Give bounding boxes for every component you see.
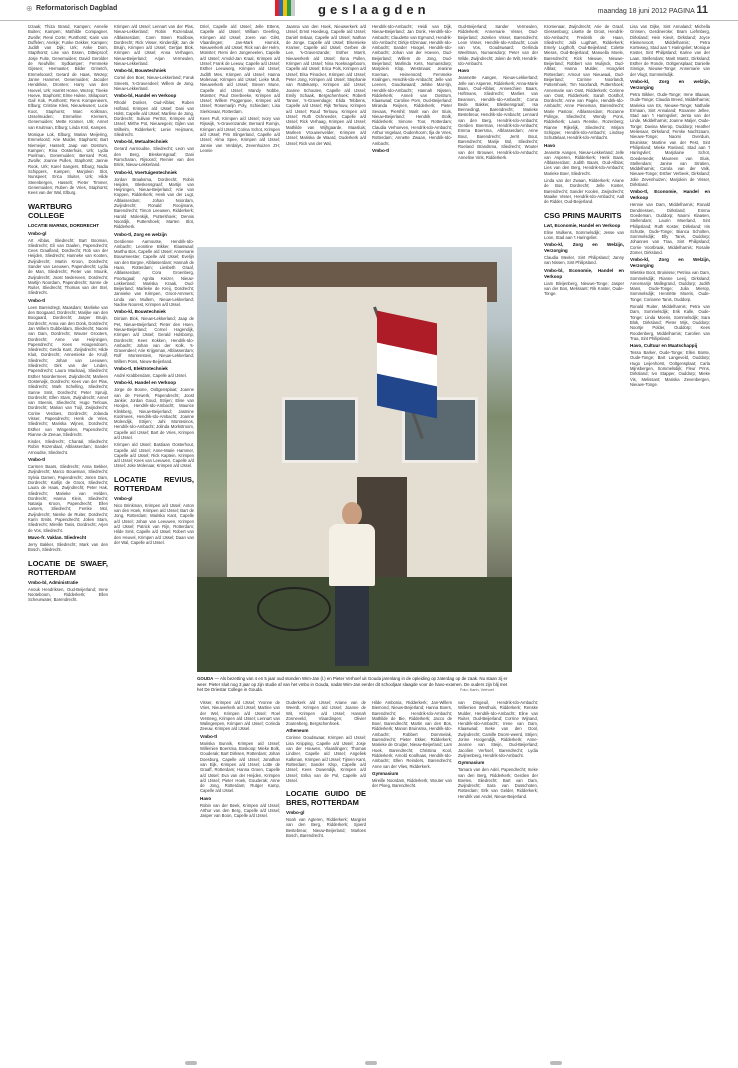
section-subheading: Havo, Cultuur en Maatschappij <box>630 343 698 349</box>
name-list: Jerry Bakker, Sliedrecht; Mark van den Bosch, Sliedrecht. <box>28 541 108 553</box>
name-list: Liam Bleijenberg, Nieuwe-Tonge; Jasper van der Bos, Melissant; Rik Koster, Oude-Tonge. <box>544 280 624 297</box>
name-list: Mariska Bunnik, Krimpen a/d IJssel; Willemien Boersma, Boskoop; Mieke Bolk, Gouderak; Bart Dirksen, Rotterdam; Johan Doesburg, Capelle a/d IJssel; Jonathan van Eijk, Krimpen a/d IJssel; Lotte de Graaff, Rotterdam; Hanna Groen, Capelle a/d IJssel; Eva van der Heijden, Krimpen a/d IJssel; Pieter Hoek, Gouderak; Anne de Jong, Rotterdam; Rutger Kamp, Capelle a/d IJssel. <box>200 740 280 794</box>
name-list: Linda van der Zwaan, Ridderkerk; Ariane de Bos, Dordrecht; Jelle Koster, Barendrecht; Sander Koolen, Zwijndrecht; Maaike Visser, Hendrik-Ido-Ambacht; Aalt de Ridder, Oud-Beijerland. <box>544 178 624 205</box>
section-subheading: Vmbo-tl, Zorg en welzijn <box>114 231 167 237</box>
name-list: Corinne Goudswaar, Krimpen a/d IJssel; Lisa Knipping, Capelle a/d IJssel; Josje van der Houwen, Vlaardingen; Thomas Lindner, Capelle a/d IJssel; Angeliek Kalkman, Krimpen a/d IJssel; Tijmen Kant, Rotterdam; Sander Klop, Capelle a/d IJssel; Kees Ouwendijk, Krimpen a/d IJssel; Erika van de Pol, Capelle a/d IJssel. <box>286 735 366 783</box>
name-list: Mireille Noordam, Ridderkerk; Wouter van der Ploeg, Barendrecht. <box>372 777 452 789</box>
name-list: Kromenaar, Zwijndrecht; Arie de Graaf, Giessenburg; Lisette de Groot, Hendrik-Ido-Ambacht; Frederik de Haan, Sliedrecht; Jobi Lugthart, Ridderkerk; Emely Lugthoft, Oud-Beijerland; Colette Mieras, Oud-Beijerland; Manuella Moele, Barendrecht; Rick Nieuwe, Nieuwe-Beijerland; Robbert van Mulijnck, Oud-Alblas; Hanna Mulder, Hoogvliet Rotterdam; Arnout van Nieuwaal, Oud-Beijerland; Corinne Noorlandt, Puttershoek; Tim Noorlandt, Puttershoek; Annemarie van Oost, Ridderkerk; Corinne van Oost, Ridderkerk; Sarah Oosthof, Dordrecht; Anne van Pagée, Hendrik-Ido-Ambacht; Anne Pieneman, Barendrecht; Marie Pastoor, Alblasserdam; Rozanne Polinge, Sliedrecht; Wendy Pons, Ridderkerk; Laura Renske, Rozenberg; Rianne Rijkelijk, Sliedrecht; Mirjam Schipper, Hendrik-Ido-Ambacht; Lindsey Schuttelaar, Hendrik-Ido-Ambacht. <box>544 24 624 141</box>
section-subheading: Vmbo-kl, Handel en Verkoop <box>114 380 177 386</box>
page-date-number <box>598 4 708 16</box>
registration-tab <box>185 1061 197 1065</box>
section-title: geslaagden <box>318 2 430 17</box>
photo-window <box>282 397 358 463</box>
text-column-lower <box>372 700 452 1050</box>
section-subheading: Mavo-fr. Vaklan. Sliedrecht <box>28 534 87 540</box>
name-list: Rhodé Donker, Oud-Alblas; Ruben Hofland, Krimpen a/d IJssel; Dani van Holst, Capelle a/d IJssel; Marlène de Jong, Dordrecht; Sulivan Pertrot, Krimpen a/d IJssel; Mirthe Pot, Nieuwegein; Gijlen van Wilhelm, Ridderkerk; Lenie Heijmans, Sliedrecht. <box>114 100 194 138</box>
text-column <box>200 24 280 242</box>
name-list: Robin van der Beek, Krimpen a/d IJssel; Arthur van den Berg, Capelle a/d IJssel; Jasper van Boon, Capelle a/d IJssel. <box>200 802 280 819</box>
text-column-lower <box>200 700 280 1050</box>
section-subheading: Vmbo-tl, Elektrotechniek <box>114 366 168 372</box>
name-list: Krimpen a/d IJssel; Lennart van der Plas, Nieuw-Lekkerland; Robin Rozendaal, Alblasserdam; Coen Steen Rodibow, Dordrecht; Rick Visser, Kinderdijk; Jan de Bruijn, Krimpen a/d IJssel; Gertjan Blok, Krimpen a/d IJssel; Anna Verhagen, Nieuw-Beijerland; Arjan Vermeulen, Nieuw-Lekkerland. <box>114 24 194 67</box>
school-heading: LOCATIE REVIUS, ROTTERDAM <box>114 474 194 493</box>
name-list: Tamara van den Adel, Papendrecht; Ineke van den Berg, Ridderkerk; Gerdien der Boeten, Sliedrecht; Bart van Dam, Zwijndrecht; Sara van Dusschoten, Rotterdam; Erik van Gelder, Ridderkerk; Hendrik van Andel, Nieuw-Beijerland. <box>458 767 538 799</box>
section-subheading: Vmbo-kl, Voertuigentechniek <box>114 169 177 175</box>
registration-tab <box>550 1061 562 1065</box>
text-column <box>630 24 710 1044</box>
name-list: Noah van Agteren, Ridderkerk; Margriet van den Berg, Ridderkerk; Sjoerd Bestebreur, Nieuw-Beijerland; Marloes Bosch, Barendrecht. <box>286 817 366 839</box>
page-footer <box>0 1056 738 1068</box>
name-list: Tessa Barker, Oude-Tonge; Ellen Bonte, Oude-Tonge; Bart Langeveld, Ouddorp; Hugo Leijenhorst, Ooltgensplaat; Carla Mijnsbergen, Sommelsdijk; Fleur Prins, Dirksland; Ivo Stapper, Ouddorp; Mieke Vis, Melissant; Mariska Zevenbergen, Nieuwe-Tonge. <box>630 350 710 387</box>
name-list: Kees Pull, Krimpen a/d IJssel; Ivory van Rijswijk, 's-Gravenzande; Bernard Romijn, Krimpen a/d IJssel; Corina Schot, Krimpen a/d IJssel; Pim Slingerland, Capelle a/d IJssel; Alma Spee, Krimpen a/d IJssel; Jannie van Verdalys, Zevenhuizen ZH; Leonie <box>200 116 280 153</box>
registration-tab <box>365 1061 377 1065</box>
section-subheading: Vmbo-tl <box>28 457 46 463</box>
person-legs <box>335 586 369 666</box>
name-list: Krimpen a/d IJssel; Bastiaan Oosterhout, Capelle a/d IJssel; Anne-Marie Hammer, Capelle a/d IJssel; Rick Kaptein, Krimpen a/d IJssel; Kees van Leeuwen, Capelle a/d IJssel; Joke Molenaar, Krimpen a/d IJssel. <box>114 442 194 469</box>
name-list: Ronald Ruiter, Middelharnis; Petra van Dam, Sommelsdijk; Erik Kalle, Oude-Tonge; Linda Moeris, Sommelsdijk; Sara Blok, Dirksland; Pieter Mijs, Ouddorp; Noortje Polder, Ouddorp; Kees Roodenberg, Middelharnis; Carolien van Traa, Sint Philipsland. <box>630 304 710 341</box>
text-column <box>286 24 366 242</box>
page-date: maandag 18 juni 2012 PAGINA <box>597 8 695 15</box>
section-subheading: Gymnasium <box>458 760 485 766</box>
text-column-lower <box>286 700 366 1050</box>
section-subheading: Vmbo-bl, Economie, Handel en Verkoop <box>544 267 624 279</box>
name-list: Hendrik-Ido-Ambacht; Heidi van Dijk, Nieuw-Beijerland; Jan Donk, Hendrik-Ido-Ambacht; Claudette van Egmond, Hendrik-Ido-Ambacht; Dirkje Elzenaar, Hendrik-Ido-Ambacht; Sander Hoogel, Hendrik-Ido-Ambacht; Johan van der Hoeven, Oud-Beijerland; Willem de Jong, Oud-Beijerland; Marlinda Kets, Numansdorp; Marjolein Klop, Westmaas; Jeanine Koeman, Heinenoord; Femmeke Kralingen, Hendrik-Ido-Ambacht; Jelle van Leenen, Goudswaard; Jelske Mar-tijn, Hendrik-Ido-Ambacht; Hannah Nijssen, Ridderkerk; Anneli van Oostrum, Klaaswaal; Caroline Pors, Oud-Beijerland; Miranda Reijnen, Ridderkerk; Pieter Sevaas, Piershil; Marit van der Sluis, Nieuw-Beijerland; Hendrik Stolk, Ridderkerk; Simone Toor, Rotterdam; Claudia Verhoeven, Hendrik-Ido-Ambacht; Arthur Vegelaar, Oudenhoorn; Ilja de Vries, Rotterdam; Annette Zwaan, Hendrik-Ido-Ambacht. <box>372 24 452 146</box>
section-subheading: Vmbo-tl <box>372 147 390 153</box>
section-subheading: Vmbo-kl, Zorg en Welzijn, Verzorging <box>544 242 624 254</box>
name-list: Gerdienne Aarnoutse, Hendrik-Ido-Ambacht; Leonitine Bikker, Klaaswaal; Martha Bos, Capelle a/d IJssel; Annemarie Bouwmeester, Capelle a/d IJssel; Evelijn van den Borgne, Alblasserdam; Hannah de Haan, Rotterdam; Liesbeth Graaf, Alblasserdam; Cora Groenberg, Poortugaal; Agnita Keizer, Nieuw-Lekkerland; Mariska Kraak, Oud-Beijerland; Marlieke de Kreij, Dordrecht; Jannieke van Krimpen, Groot-Ammers; Linda van Mullem, Nieuw-Lekkerland; Nadine Noorest, Krimpen a/d IJssel. <box>114 238 194 308</box>
news-photo <box>197 247 512 672</box>
section-subheading: Havo <box>544 142 556 148</box>
text-column-lower <box>458 700 538 1050</box>
school-heading: LOCATIE GUIDO DE BRES, ROTTERDAM <box>286 789 366 808</box>
name-list: Izzaak; Thiza Brand, Kampen; Annelie Buiten; Kampen; Mathilde Compagner, Zwolle; René Corte; Punthorst; Karin van Duffelen; Anekje; Funke Dekker, Kampen; Judith van Dijk; Urk; Anke Dorn, Stapthorst; Lise van Essen, Ditteiproof; Josje Fuite, Genemuiden; David Gerolder de Neufville; Sydkamper; Femmeke Gijssen; Hermaster; Bilder Grinetch, Emmelooord; Gerard de Haas, Wezep; Janne Hammer, Genemuiden; Jacoder Hendrikse, Dronten; Harry van den Hoevel, Urk; Harriët Horee, Wezep; Tineke Hoeve, Staphorst; Elme Hukse, Skilapoort; Gail Kok, Punthorst; Rens Kompenieers, Elburg; Cristine Kleis, Nieuwleusen; Lucie Koot, Staphorst; Marc Kolkman, IJsselmuiden; Emmeline Kremers, Genemuiden; Mette Kramer, Urk; Annet van Kruitman, Elburg; Linda Krol, Kampen. <box>28 24 108 130</box>
caption-text: — Als bezetting van 4 en 5 jaar oud stonden Wim-Jan (l.) en Pieter Verhoef uit Gouda jarenlang in de opleiding op zaterdag op de zaak. Nu staan zij er weer. Pieter sluit nog 3 jaar op zijn studie af van het vmbo in Gouda, nadat Wim-Jan eerder dit schooljaar slaagde voor de havo-examen. De ouders zijn blij met het De Driestar College in Gouda. <box>197 676 508 693</box>
person-head <box>342 502 362 526</box>
registration-mark-icon: ⊕ <box>26 4 33 13</box>
name-list: Petra Bikker, Oude-Tonge; Irene Blaauw, Oude-Tonge; Claudia Breed, Middelharnis; Marieka van Es, Nieuwe-Tonge; Nathalie Ermaan, Sint Annaland; Roxanne Jellee, Stad aan 't Haringvliet; Jenta van der Linde, Middelharnis; Joanne Maljer, Oude-Tonge; Davina Mierop, Ouddorp; Heather Meliesaar, Dirksland; Femke Nachtzaam, Nieuwe-Tonge; Naomi Overduin, Bruinisse; Martine van der Pest, Sint Philipsland; Mieke Roeland, Stad aan 't Haringvliet; Marjolaine Schot, Goedereede; Maureen van Sluis, Stellendam; Janine van Stratien, Middelharnis; Carola van der Valk, Nieuwe-Tonge; Esther Verbeek, Dirksland; Jolie Zevenhuizen; Marjolein de Visser, Dirksland. <box>630 91 710 188</box>
section-subheading: Lwt, Economie, Handel en Verkoop <box>544 222 621 228</box>
section-subheading: Havo <box>200 795 212 801</box>
name-list: Hilde Ambonia, Ridderkerk; Jan-Willem Biemond, Nieuw-Beijerland; Hanna Boers, Barendrecht; Hendrik-Ido-Ambacht; Mathilde de Bie, Ridderkerk; Jacco de Boer, Barendrecht; Martin van den Bos, Ridderkerk; Manon Bruinsma, Hendrik-Ido-Ambacht; Robbert Dommelak, Barendrecht; Pieter Ekker, Ridderkerk; Marieke de Gruijter, Nieuw-Beijerland; Lars Hoek, Barendrecht; Christina Kool, Ridderkerk; Arnold Koolhaas, Hendrik-Ido-Ambacht; Ellen Reinders, Barendrecht; Anne van der Vlies, Ridderkerk. <box>372 700 452 769</box>
name-list: Claudia Meeler, Sint Philipsland; Janny van Nissen, Sint Philipsland. <box>544 255 624 266</box>
section-subheading: Vmbo-tl, Economie, Handel en Verkoop <box>630 189 710 201</box>
name-list: Nico Brinkman, Krimpen a/d IJssel; Anton van den Hoek, Krimpen a/d IJssel; Bart de Jong, Rotterdam; Mariska Kant, Capelle a/d IJssel; Johan van Leeuwen, Krimpen a/d IJssel; Patrick van Rijn, Rotterdam; Hilde Smit, Capelle a/d IJssel; Robert van den Heuvel, Krimpen a/d IJssel; Daan van der Wal, Capelle a/d IJssel. <box>114 502 194 545</box>
name-list: Monique Lok, Elburg; Marian Meijering, Emmeloord; Arie Mulder, Staphorst; Bart Niemeijer, Hasselt; Jaap van Oostrom, Kampen; Rina Oosterhuis, Urk; Lydia Poelman, Genemuiden; Bernard Post, Zwolle; Joanne Pullen, Staphorst; Jannie Rook, Urk; Karel Sangers, Elburg; Nadia Schippers, Kampen; Marjolein Slot, Nunspeet; Erica Sluiter, Urk; Hilde Steenbergen, Hasselt; Pieter Timmer, Genemuiden; Ruben de Vries, Staphorst; Kees van der Wal, Elburg. <box>28 131 108 196</box>
section-subheading: Havo <box>458 68 470 74</box>
name-list: Driel, Capelle a/d IJssel; Jelle Ettens, Capelle a/d IJssel; William Geerling, Krimpen a/d IJssel; Joere van Gilst, Vlaardingen; Jan-Mark Harnick, Nieuwerkerk a/d IJssel; Rick van der Helm, Münster; Remi den Jongeneelen, Capelle a/d IJssel; Arnold-Jan Kraal, Krimpen a/d IJssel; Frank de Leeuw, Capelle a/d IJssel; Esther Leeuwerg, Krimpen a/d IJssel; Judith Mes, Krimpen a/d IJssel; Hanna Molenaar, Krimpen a/d IJssel; Lieke Mult, Nieuwerkerk a/d IJssel; Steven Mune, Capelle a/d IJssel; Mandy Nobbe, Münster; Paul Overbeeke, Krimpen a/d IJssel; Willem Poggenpoe, Krimpen a/d IJssel; Rosemarijn Poly, Schiedam; Lisa Sierkovaar, Rotterdam. <box>200 24 280 114</box>
section-subheading: Vmbo-kl, Zorg en welzijn, Verzorging <box>630 78 710 90</box>
text-column <box>458 24 538 242</box>
name-list: Jordan Braaksma, Dordrecht; Robin Heijden, Bleskensgraaf; Martijn van Heijningen, Nieuw-Beijerland; Arie van Koppen, Ridderkerk; Henk van der Lugt, Alblasserdam; Johan Noordam, Zwijndrecht; Ronald Rooijmans, Barendrecht; Timon Leeuwen, Ridderkerk; Harold Molenkijk, Puttershoek; Dennis Noordijk, Puttershoek; Marten Slot, Ridderkerk. <box>114 176 194 230</box>
section-subheading: Vmbo-bl, Administratie <box>28 579 79 585</box>
name-list: Jorge de Boone, Ooltgensplaat; Joanne van de Ferwerk, Papendrecht; Joost Jankie; Jordan Goud, Strijen; Elise van Hooijen, Hendrik-Ido-Ambacht; Maurice Klinkberg, Nieuw-Beijerland; Jasmine Koolmees, Hendrik-Ido-Ambacht; Joanne Molendijk, Strijen; Jahi Montesinos, Hendrik-Ido-Ambacht; Jolinda Morkstroom, Capelle a/d IJssel; Bart de Vries, Krimpen a/d IJssel. <box>114 387 194 440</box>
name-list: Corné den Boer, Nieuw-Lekkerland; Faruk Smeets, 's-Gravendeel; Willem de Jong, Nieuw-Lekkerland. <box>114 75 194 91</box>
color-swatch <box>291 0 295 16</box>
school-heading: LOCATIE DE SWAEF, ROTTERDAM <box>28 558 108 577</box>
name-list: Oud-Beijerland; Sander Vermeulen, Ridderkerk; Annemarie Visser, Oud-Beijerland; Jozelien Visser, Barendrecht; Leon Visser, Hendrik-Ido-Ambacht; Louis van Vos, Goudswaard; Gerlinda Weeltman, Numansdorp; Peter van der Wilde, Zwijndrecht; Jolein de Wilt, Hendrik-Ido-Ambacht. <box>458 24 538 67</box>
name-list: Kinder, Sliedrecht; Chantal, Sliedrecht; Robin Rozendaal, Alblasserdam; Sander Arnoudse, Sliedrecht. <box>28 439 108 455</box>
caption-label: GOUDA <box>197 676 214 681</box>
name-list: Art Alblas, Sliedrecht; Bart Booman, Sliedrecht; Eli van Daalen, Papendrecht; Cees Graafland, Dordrecht; Rob van der Heijden, Sliedrecht; Hanneke van Kooten, Zwijndrecht; Martin Kroon, Dordrecht; Sander van Leeuwen, Papendrecht; Lydia de Man, Sliedrecht; Pieter van Mourik, Zwijndrecht; Joost Nederveen, Dordrecht; Martijn Noordam, Papendrecht; Sanne de Ruiter, Sliedrecht; Thomas van der Stel, Sliedrecht. <box>28 237 108 296</box>
text-column <box>544 24 624 1044</box>
name-list: Lisa van Dijke, Sint Annaland; Michella Grinsen, Gerdineroke; Bram Liefmberg, Dirksland; Hein Kievit, Dirksland; Joyce Kleinenvoort, Middelharnis; Petra Korteweg, Stad aan 't Haringvliet; Monique Koster, Sint Philipsland; Karine van der Laan, Stellendam; Marit Mantz, Dirksland; Esther de Ronde, Ooltgensplaat; Danielle Sinnige, Nieuwe-Tonge; Annemarie van der Vlugt, Sommelsdijk. <box>630 24 710 77</box>
name-list: Ouderkerk a/d IJssel; Ariane van de Weerdt, Krimpen a/d IJssel; Joanne de Wit, Krimpen a/d IJssel; Hannah Zonneveld, Vlaardingen; Olivier Zoutenberg, Bergschenhoek. <box>286 700 366 727</box>
name-list: André Krabbendam, Capelle a/d IJssel. <box>114 373 187 379</box>
section-subheading: LOCATIE MARNIX, DORDRECHT <box>28 222 100 228</box>
section-subheading: Vmbo-bl, Bouwtechniek <box>114 68 167 74</box>
name-list: Wietske Boot, Bruinisse; Petrina van Dam, Sommelsdijk; Rianne Leeij, Dirksland; Annemarijn Mallegrand, Ouddorp; Judith Mans, Oude-Tonge; Julia Mierop, Sommelsdijk; Henriëtte Moeris, Oude-Tonge; Corianne Tanis, Ouddorp. <box>630 270 710 302</box>
school-heading: WARTBURG COLLEGE <box>28 201 73 220</box>
section-subheading: Vmbo-kl, Zorg en Welzijn, Verzorging <box>630 257 710 269</box>
name-list: Visser, Krimpen a/d IJssel; Yvonne de Vries, Nieuwerkerk a/d IJssel; Martine van der Wel, Krimpen a/d IJssel; Roel Versteeg, Krimpen a/d IJssel; Lennart van Walingenpen, Krimpen a/d IJssel; Corinda Zeeuw, Krimpen a/d IJssel. <box>200 700 280 732</box>
section-subheading: Vmbo-tl <box>28 297 46 303</box>
section-subheading: Vmbo-gl <box>114 495 133 501</box>
name-list: Jeanette Aangen, Nieuw-Lekkerland; Jelle van Asperen, Ridderkerk; Henk Baas, Alblasserdam; Judith Baars, Oud-Alblas; Lies van den Berg, Hendrik-Ido-Ambacht; Marieke Boer, Sliedrecht. <box>544 149 624 176</box>
name-list: van Dingeuil, Hendrik-Ido-Ambacht; Willemien Westhuis, Ridderkerk; Renske Mulder, Hendrik-Ido-Ambacht; Eline van Ruiter, Oud-Beijerland; Corrine Wijnand, Hendrik-Ido-Ambacht; Irene van Dam, Klaaswaal; Ineke van den Dool, Zwijndrecht; Camille Doorn-weerd, Strijen; Jorine Hoogendijk, Ridderkerk; Anne-Jeanne van Steijn, Oud-Beijerland; Jacolien Verhoef, Barendrecht; Lydia Zwijnenberg, Hendrik-Ido-Ambacht. <box>458 700 538 758</box>
page-number: 11 <box>696 4 708 16</box>
name-list: Dirriam Blok, Nieuw-Lekkerland; Jaap de Pet, Nieuw-Beijerland; Pieter den Hoen, Nieuw-Beijerland; Cornel Hagendijk, Krimpen a/d IJssel; Gerald Hulsbomp, Dordrecht; Kees Kokken, Hendrik-Ido-Ambacht; Johan van der Kolk, 's-Gravendeel; Arie Krijgsman, Alblasserdam; Rolf Montenstein, Nieuw-Lekkerland; Willem Pons, Nieuw-Beijerland. <box>114 316 194 364</box>
section-subheading: Vmbo-gl <box>28 230 47 236</box>
section-subheading: Vmbo-bl, Metaaltechniek <box>114 139 168 145</box>
text-column <box>372 24 452 242</box>
school-heading: CSG PRINS MAURITS <box>544 210 622 220</box>
name-list: Gerard Aarnoudse, Sliedrecht; Leon van den Berg, Bleskensgraaf; Dani Ramcharan, Rijsoord; Reinier van den Brink, Nieuw-Lekkerland. <box>114 146 194 168</box>
name-list: Jaanna van den Hoek, Nieuwerkerk a/d IJssel; Ernst Hoedeug, Capelle a/d IJssel; Daniël Inslaar, Capelle a/d IJssel; Nathan de Jonge, Capelle a/d IJssel; Elsemieke Kramer, Capelle a/d IJssel; Gerben de Lee, 's-Gravenzande; Esther Marrit, Nieuwerkerk a/d IJssel; Ilona Pullen, Krimpen a/d IJssel; Nina Noeknageboom, Capelle a/d IJssel; Erica Pols, Krimpen a/d IJssel; Elsa Pinocker, Krimpen a/d IJssel; Peter Jong, Krimpen a/d IJssel; Stephanie van Rattekamp, Krimpen a/d IJssel; Joanne Schouten, Capelle a/d IJssel; Emily Schaak, Bergschenhoek; Roberti Tanner, 's-Gravendage; Elida Tebbens, Capelle a/d IJssel; Rijk Terlouw, Krimpen a/d IJssel; Ruud Terlouw, Krimpen a/d IJssel; Ruth Ochneeder, Capelle a/d IJssel; Rick Verhaag, Krimpen a/d IJssel; Mathilde van Wijhgaarde, Maasluis; Marleen Vrouwenvelder, Krimpen a/d IJssel; Mariska de Waard, Ouderkerk a/d IJssel; Rick van der Wal, <box>286 24 366 146</box>
name-list: Leen Barendregt, Maasdam; Marlieke van den Boogaard, Dordrecht; Marijke van den Boogaard, Dordrecht; Jasper Bruijn, Dordrecht; Anna van den Donk, Dordrecht; Jan Willem Dubbeldam, Sliedrecht; Naomi van Dam, Dordrecht; Wouter Grooters, Dordrecht; Anne van Heijningen, Papendrecht; Kees Hoogendoorn, Sliedrecht; Gerda Kant, Zwijndrecht; Hilde Kluit, Dordrecht; Annemieke de Kruijf, Sliedrecht; Johan van Leeuwen, Sliedrecht; Dirk van der Linden, Papendrecht; Laura Mackaaij, Sliedrecht; Esther Noordermeer, Zwijndrecht; Marleen Oosterwijk, Dordrecht; Kees van der Plas, Sliedrecht; Mark Schelling, Sliedrecht; Sanne Smit, Dordrecht; Peter Spruijt, Dordrecht; Ellen Stam, Zwijndrecht; Annet van Steenis, Sliedrecht; Hugo Terlouw, Dordrecht; Marian van Tuijl, Zwijndrecht; Corine Verdoes, Dordrecht; Jolanda Visser, Papendrecht; Henk de Vries, Sliedrecht; Mariska Wijnen, Dordrecht; Esther van Wingerden, Papendrecht; Rianne de Zeeuw, Sliedrecht. <box>28 304 108 437</box>
name-list: Eline Mulkens, Sommelsdijk; Jesse van Loon, Stad aan 't Haringvliet. <box>544 229 624 240</box>
photo-credit: Foto: Karin, Verhoef <box>460 688 494 692</box>
name-list: Jeannette Aangen, Nieuw-Lekkerland; Jelle van Asperen, Ridderkerk; Anna-Marie Baan, Oud-Alblas; Anneschien Baars, Hoftmans, Sliedrecht; Marlies van Beannen, Hendrik-Ido-Ambacht; Corna Bede Bakker, Bleskensgraaf; Isa Bennedingt, Barendrecht; Marieke Bestebreur, Hendrik-Ido-Ambacht; Lennard van den Berg, Hendrik-Ido-Ambacht; Gerdien Boerman, Hendrik-Ido-Ambacht; Emma Boersma, Alblasserdam; Anne Bout, Barendrecht; Jerrit Bout, Barendrecht; Marije Bol, Sliedrecht; Roeland Brandsma, Sliedrecht; Wouter van der Brouwer, Hendrik-Ido-Ambacht; Anneline Vink, Ridderkerk. <box>458 75 538 160</box>
text-column <box>114 24 194 1044</box>
person-shirt <box>329 524 375 586</box>
section-subheading: Vmbo-kl, Bouwtechniek <box>114 309 166 315</box>
name-list: Carmen Baars, Sliedrecht; Anna Bekker, Zwijndrecht; Marco Bouwman, Sliedrecht; Sylvia Damen, Papendrecht; Jorien Dam, Dordrecht; Karlijn de Groot, Sliedrecht; Laura de Haas, Zwijndrecht; Peter Hak, Sliedrecht; Marieke van Helden, Dordrecht; Hanna Klein, Sliedrecht; Natasja Kroon, Papendrecht; Ellen Lamers, Sliedrecht; Femke Mol, Zwijndrecht; Nienke de Ruiter, Dordrecht; Karin Smits, Papendrecht; Jolien Stam, Sliedrecht; Mireille Tanis, Dordrecht; Arjen de Vos, Sliedrecht. <box>28 464 108 533</box>
graduate-person <box>327 502 377 672</box>
section-subheading: Atheneum <box>286 728 309 734</box>
name-list: Anouk Hendriksen, Oud-Beijerland; Irene Nooteboom, Ridderkerk; Ellen Scheurwater, Barendrecht. <box>28 586 108 603</box>
section-subheading: Gymnasium <box>372 770 399 776</box>
bicycle-icon <box>257 587 331 631</box>
page-header <box>0 0 738 21</box>
text-column <box>28 24 108 1044</box>
dutch-flag-icon <box>377 311 437 419</box>
name-list: Hennie van Dam, Middelharnis; Ronald Dendriessen, Dirksland; Emma Goedeman, Ouddorp; Naomi Klaasen, Stellendam; Laurin Moerland, Sint Philipsland; Ruth Koster, Dirksland; Iris Schutte, Oude-Tonge; Bianca Scholten, Sommelsdijk; Elly Tanis, Ouddorp; Johannes van Traa, Sint Philipsland; Corrie Voorbraak, Middelharnis; Rosalie Zomer, Dirksland. <box>630 202 710 255</box>
color-bar <box>275 0 303 16</box>
section-subheading: Vmbo-gl <box>286 810 305 816</box>
section-subheading: Vmbo-bl, Handel en Verkoop <box>114 93 177 99</box>
newspaper-name: Reformatorisch Dagblad <box>36 5 118 12</box>
section-subheading: Vmbo-tl <box>200 733 218 739</box>
